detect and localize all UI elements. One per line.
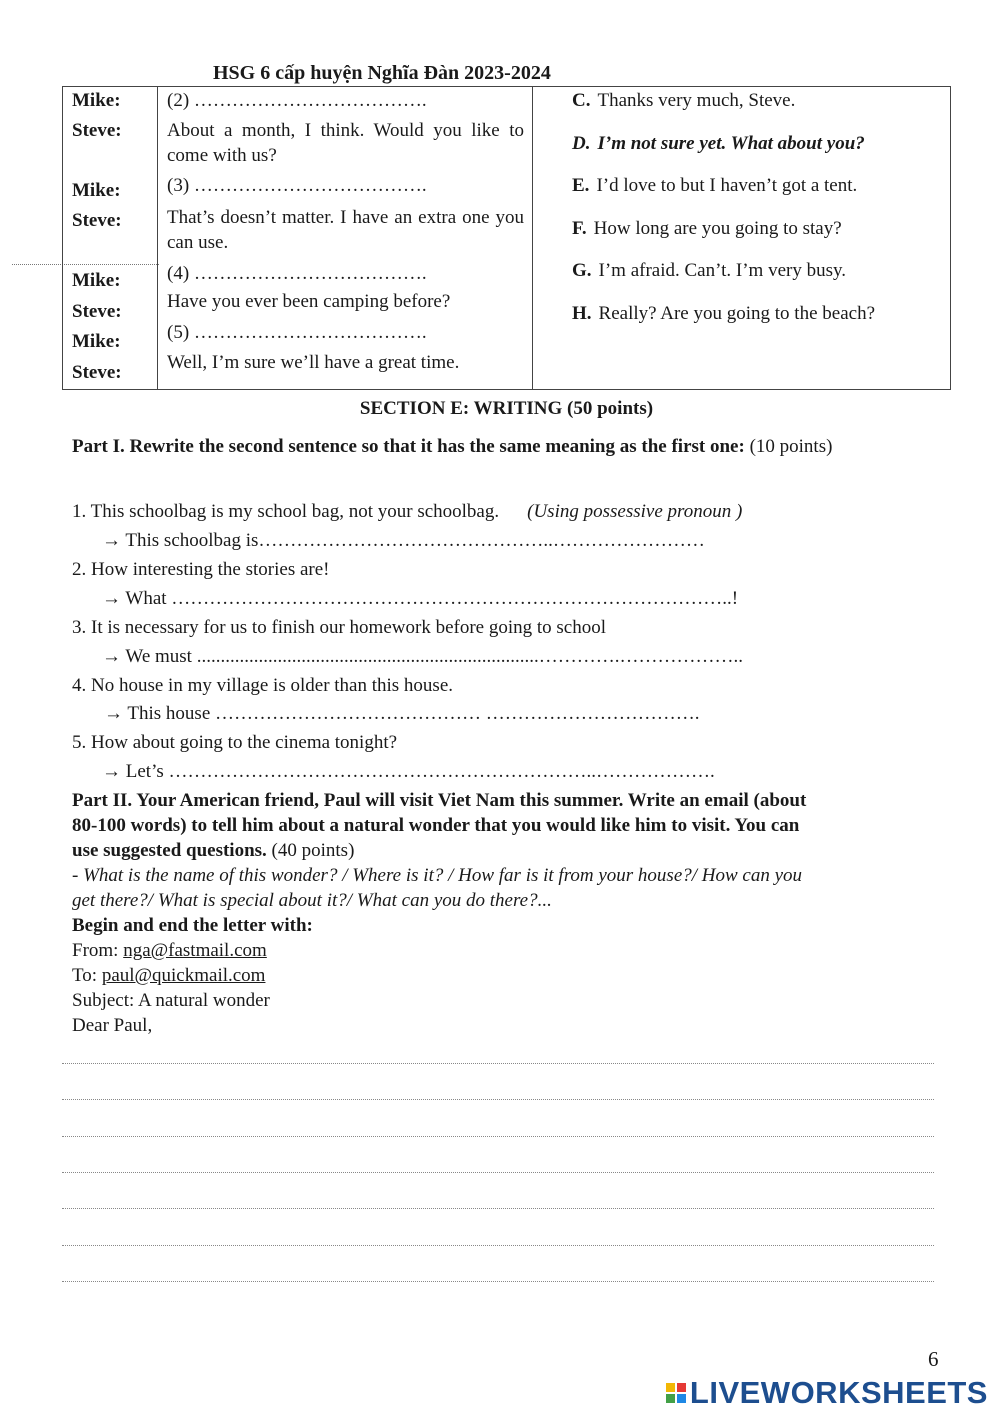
- question-4: 4. No house in my village is older than this house.: [72, 675, 454, 696]
- to-email-link[interactable]: paul@quickmail.com: [101, 965, 266, 986]
- question-5: 5. How about going to the cinema tonight?: [72, 732, 398, 753]
- writing-line[interactable]: [62, 1281, 934, 1282]
- dialogue-line: (2) ……………………………….: [167, 90, 427, 111]
- part2-heading-line: use suggested questions. (40 points): [72, 840, 355, 861]
- liveworksheets-logo: LIVEWORKSHEETS: [666, 1375, 988, 1411]
- answer-line-5[interactable]: → Let’s …………………………………………………………..……………….: [102, 761, 715, 782]
- question-3: 3. It is necessary for us to finish our homework before going to school: [72, 617, 607, 638]
- email-to: To: paul@quickmail.com: [72, 965, 266, 986]
- writing-line[interactable]: [62, 1099, 934, 1100]
- email-greeting: Dear Paul,: [72, 1015, 153, 1036]
- speaker-label: Mike:: [72, 180, 121, 201]
- speaker-label: Mike:: [72, 270, 121, 291]
- option-e: E. I’d love to but I haven’t got a tent.: [572, 175, 858, 196]
- part1-heading: Part I. Rewrite the second sentence so that it has the same meaning as the first one: (10 points): [72, 436, 833, 457]
- dialogue-line: (3) ……………………………….: [167, 175, 427, 196]
- part2-heading-line: Part II. Your American friend, Paul will visit Viet Nam this summer. Write an email (about: [72, 790, 807, 811]
- email-from: From: nga@fastmail.com: [72, 940, 267, 961]
- from-email-link[interactable]: nga@fastmail.com: [123, 940, 267, 961]
- dialogue-line: (5) ……………………………….: [167, 322, 427, 343]
- writing-line[interactable]: [62, 1136, 934, 1137]
- speaker-label: Steve:: [72, 301, 122, 322]
- speaker-label: Mike:: [72, 90, 121, 111]
- option-g: G. I’m afraid. Can’t. I’m very busy.: [572, 260, 846, 281]
- option-d: D. I’m not sure yet. What about you?: [572, 133, 865, 154]
- option-f: F. How long are you going to stay?: [572, 218, 842, 239]
- question-hint: (Using possessive pronoun ): [527, 501, 743, 522]
- writing-line[interactable]: [62, 1245, 934, 1246]
- answer-line-3[interactable]: → We must ........................................................................………….………………..: [102, 646, 743, 667]
- page-title: HSG 6 cấp huyện Nghĩa Đàn 2023-2024: [213, 62, 551, 84]
- option-c: C. Thanks very much, Steve.: [572, 90, 796, 111]
- writing-line[interactable]: [62, 1063, 934, 1064]
- writing-line[interactable]: [62, 1208, 934, 1209]
- page-number: 6: [928, 1347, 939, 1371]
- begin-end-instruction: Begin and end the letter with:: [72, 915, 313, 936]
- answer-line-4[interactable]: → This house …………………………………… …………………………….: [104, 703, 700, 724]
- answer-line-2[interactable]: → What ……………………………………………………………………………..!: [102, 588, 739, 609]
- speaker-label: Steve:: [72, 120, 122, 141]
- dialogue-line: Have you ever been camping before?: [167, 291, 451, 312]
- section-title: SECTION E: WRITING (50 points): [359, 398, 654, 419]
- dialogue-table: [62, 86, 951, 390]
- table-divider: [157, 87, 158, 389]
- table-divider: [532, 87, 533, 389]
- speaker-label: Steve:: [72, 210, 122, 231]
- writing-line[interactable]: [62, 1172, 934, 1173]
- logo-blocks-icon: [666, 1383, 686, 1403]
- suggested-questions: get there?/ What is special about it?/ What can you do there?...: [72, 890, 552, 911]
- speaker-label: Steve:: [72, 362, 122, 383]
- dialogue-line: That’s doesn’t matter. I have an extra one you can use.: [167, 207, 524, 253]
- dialogue-line: About a month, I think. Would you like to come with us?: [167, 120, 524, 166]
- email-subject: Subject: A natural wonder: [72, 990, 270, 1011]
- suggested-questions: - What is the name of this wonder? / Where is it? / How far is it from your house?/ How can you: [72, 865, 803, 886]
- speaker-label: Mike:: [72, 331, 121, 352]
- option-h: H. Really? Are you going to the beach?: [572, 303, 875, 324]
- part2-heading-line: 80-100 words) to tell him about a natural wonder that you would like him to visit. You can: [72, 815, 800, 836]
- dialogue-line: Well, I’m sure we’ll have a great time.: [167, 352, 460, 373]
- answer-line-1[interactable]: → This schoolbag is………………………………………..……………………: [102, 530, 705, 551]
- question-2: 2. How interesting the stories are!: [72, 559, 330, 580]
- dialogue-line: (4) ……………………………….: [167, 263, 427, 284]
- question-1: 1. This schoolbag is my school bag, not your schoolbag. (Using possessive pronoun ): [72, 501, 743, 522]
